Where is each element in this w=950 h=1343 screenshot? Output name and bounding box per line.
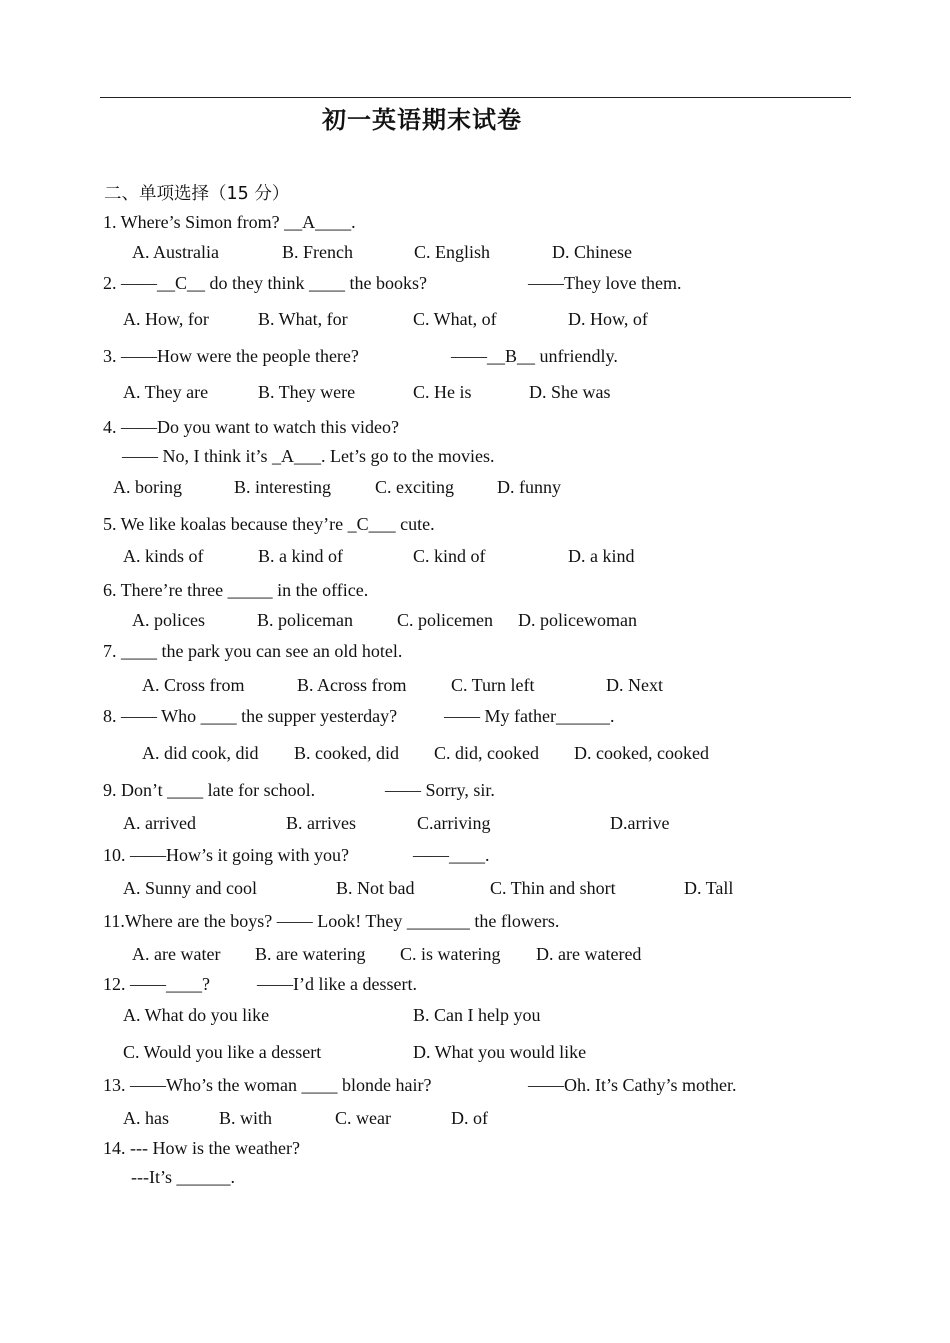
option-12b: B. Can I help you: [413, 1005, 541, 1025]
option-10c: C. Thin and short: [490, 878, 616, 898]
question-4: 4. ——Do you want to watch this video?: [103, 417, 399, 437]
option-2a: A. How, for: [123, 309, 209, 329]
option-5b: B. a kind of: [258, 546, 343, 566]
question-12: 12. ——____?: [103, 974, 210, 994]
question-3: 3. ——How were the people there?: [103, 346, 359, 366]
option-4a: A. boring: [113, 477, 182, 497]
option-13d: D. of: [451, 1108, 488, 1128]
option-3b: B. They were: [258, 382, 356, 402]
option-3a: A. They are: [123, 382, 209, 402]
option-2d: D. How, of: [568, 309, 648, 329]
reply-12: ——I’d like a dessert.: [257, 974, 417, 994]
option-13b: B. with: [219, 1108, 273, 1128]
option-8c: C. did, cooked: [434, 743, 539, 763]
option-6a: A. polices: [132, 610, 205, 630]
option-8a: A. did cook, did: [142, 743, 259, 763]
reply-8: —— My father______.: [444, 706, 615, 726]
section-heading: 二、单项选择（15 分）: [104, 184, 290, 204]
question-13: 13. ——Who’s the woman ____ blonde hair?: [103, 1075, 432, 1095]
option-11d: D. are watered: [536, 944, 642, 964]
question-5: 5. We like koalas because they’re _C___ cute.: [103, 514, 435, 534]
option-13c: C. wear: [335, 1108, 391, 1128]
header-rule: [100, 97, 851, 98]
option-5d: D. a kind: [568, 546, 635, 566]
option-12c: C. Would you like a dessert: [123, 1042, 322, 1062]
option-8b: B. cooked, did: [294, 743, 399, 763]
option-11b: B. are watering: [255, 944, 366, 964]
option-9c: C.arriving: [417, 813, 491, 833]
option-2b: B. What, for: [258, 309, 348, 329]
question-10: 10. ——How’s it going with you?: [103, 845, 349, 865]
question-9: 9. Don’t ____ late for school.: [103, 780, 316, 800]
option-6b: B. policeman: [257, 610, 353, 630]
option-5c: C. kind of: [413, 546, 486, 566]
option-9b: B. arrives: [286, 813, 356, 833]
reply-14: ---It’s ______.: [131, 1167, 235, 1187]
option-4d: D. funny: [497, 477, 561, 497]
option-6d: D. policewoman: [518, 610, 637, 630]
option-1d: D. Chinese: [552, 242, 632, 262]
option-7c: C. Turn left: [451, 675, 535, 695]
option-5a: A. kinds of: [123, 546, 204, 566]
option-12a: A. What do you like: [123, 1005, 270, 1025]
option-10d: D. Tall: [684, 878, 734, 898]
question-8: 8. —— Who ____ the supper yesterday?: [103, 706, 398, 726]
question-2: 2. ——__C__ do they think ____ the books?: [103, 273, 427, 293]
reply-10: ——____.: [413, 845, 490, 865]
option-10b: B. Not bad: [336, 878, 415, 898]
reply-4: —— No, I think it’s _A___. Let’s go to the movies.: [122, 446, 495, 466]
reply-2: ——They love them.: [528, 273, 682, 293]
option-1b: B. French: [282, 242, 353, 262]
option-1c: C. English: [414, 242, 491, 262]
reply-13: ——Oh. It’s Cathy’s mother.: [528, 1075, 737, 1095]
reply-3: ——__B__ unfriendly.: [451, 346, 618, 366]
option-7d: D. Next: [606, 675, 663, 695]
option-6c: C. policemen: [397, 610, 493, 630]
option-11c: C. is watering: [400, 944, 501, 964]
option-4c: C. exciting: [375, 477, 454, 497]
option-3c: C. He is: [413, 382, 472, 402]
option-1a: A. Australia: [132, 242, 219, 262]
question-1: 1. Where’s Simon from? __A____.: [103, 212, 356, 232]
option-3d: D. She was: [529, 382, 611, 402]
option-2c: C. What, of: [413, 309, 497, 329]
reply-9: —— Sorry, sir.: [385, 780, 495, 800]
question-6: 6. There’re three _____ in the office.: [103, 580, 369, 600]
option-9d: D.arrive: [610, 813, 670, 833]
page-title: 初一英语期末试卷: [322, 106, 522, 134]
question-14: 14. --- How is the weather?: [103, 1138, 300, 1158]
option-7b: B. Across from: [297, 675, 407, 695]
question-7: 7. ____ the park you can see an old hotel.: [103, 641, 403, 661]
question-11: 11.Where are the boys? —— Look! They _______ the flowers.: [103, 911, 560, 931]
option-10a: A. Sunny and cool: [123, 878, 257, 898]
option-9a: A. arrived: [123, 813, 196, 833]
option-13a: A. has: [123, 1108, 169, 1128]
option-12d: D. What you would like: [413, 1042, 587, 1062]
option-7a: A. Cross from: [142, 675, 245, 695]
option-4b: B. interesting: [234, 477, 331, 497]
option-11a: A. are water: [132, 944, 221, 964]
option-8d: D. cooked, cooked: [574, 743, 709, 763]
